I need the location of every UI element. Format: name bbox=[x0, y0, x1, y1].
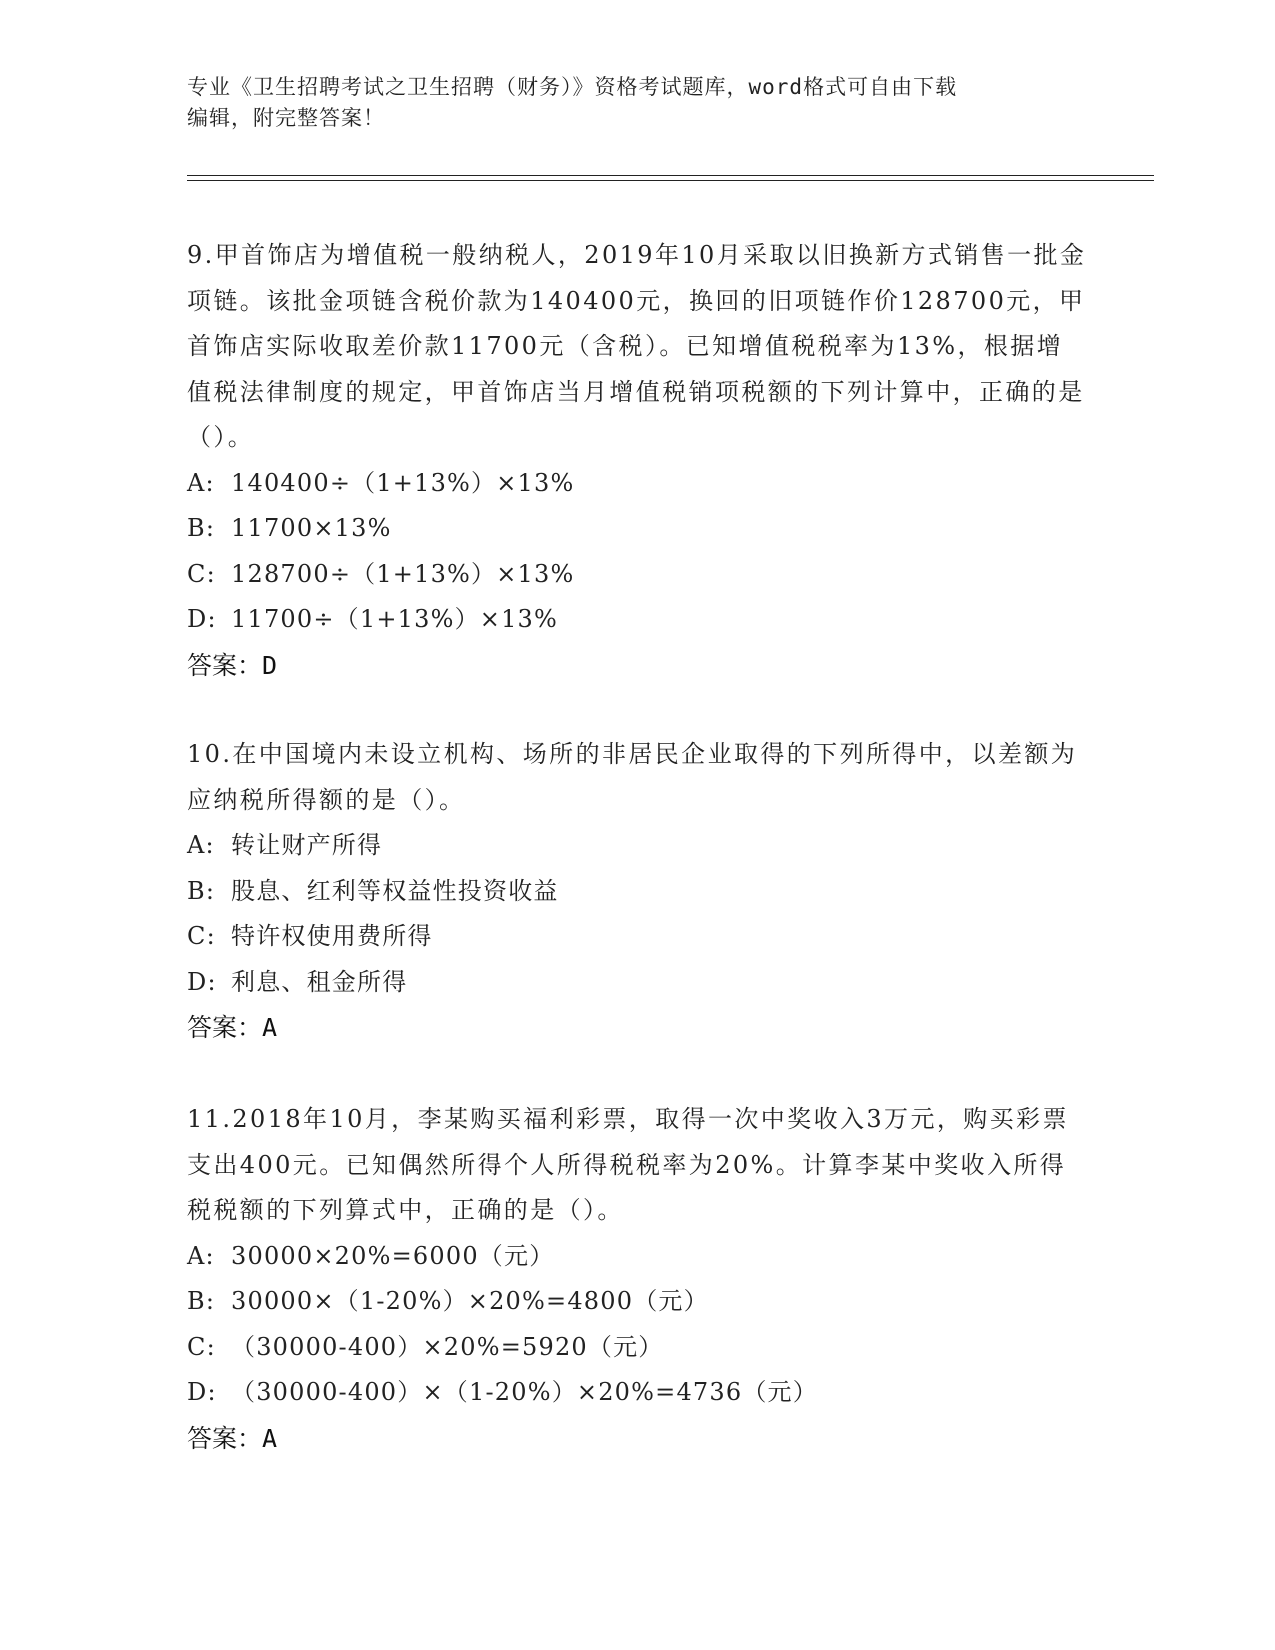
option-text: 11700÷（1+13%）×13% bbox=[231, 605, 559, 633]
header-line-1: 专业《卫生招聘考试之卫生招聘（财务）》资格考试题库，word格式可自由下载 bbox=[187, 75, 958, 99]
option-text: 股息、红利等权益性投资收益 bbox=[231, 876, 559, 905]
header-line-2: 编辑，附完整答案！ bbox=[187, 106, 385, 130]
option-b bbox=[187, 506, 1087, 552]
option-letter: A: bbox=[187, 468, 215, 497]
option-text: 128700÷（1+13%）×13% bbox=[231, 559, 575, 588]
option-letter: B: bbox=[187, 514, 216, 542]
option-text: （30000-400）×20%=5920（元） bbox=[231, 1332, 664, 1361]
option-letter: D: bbox=[187, 1378, 217, 1406]
option-letter: C: bbox=[187, 922, 216, 950]
option-a bbox=[187, 823, 1087, 869]
question-stem: 10.在中国境内未设立机构、场所的非居民企业取得的下列所得中，以差额为应纳税所得额的是（）。 bbox=[187, 740, 1078, 814]
header-divider-bottom bbox=[187, 180, 1154, 181]
option-text: 特许权使用费所得 bbox=[231, 922, 433, 950]
option-text: 140400÷（1+13%）×13% bbox=[231, 468, 575, 497]
option-a bbox=[187, 461, 1087, 507]
option-c bbox=[187, 1325, 1087, 1371]
option-b bbox=[187, 869, 1087, 915]
option-text: 11700×13% bbox=[231, 514, 392, 542]
option-letter: C: bbox=[187, 1332, 216, 1361]
question-10 bbox=[187, 732, 1087, 1051]
question-11 bbox=[187, 1097, 1087, 1462]
option-letter: D: bbox=[187, 605, 217, 633]
option-d bbox=[187, 1370, 1087, 1416]
answer-line: 答案：A bbox=[187, 1423, 278, 1453]
option-c bbox=[187, 552, 1087, 598]
question-9 bbox=[187, 233, 1087, 689]
header-divider-top bbox=[187, 175, 1154, 176]
question-stem: 9.甲首饰店为增值税一般纳税人，2019年10月采取以旧换新方式销售一批金项链。该批金项链含税价款为140400元，换回的旧项链作价128700元，甲首饰店实际收取差价款11700元（含税）。已知增值税税率为13%，根据增值税法律制度的规定，甲首饰店当月增值税销项税额的下列计算中，正确的是（）。 bbox=[187, 241, 1087, 451]
option-b bbox=[187, 1279, 1087, 1325]
answer-line: 答案：D bbox=[187, 650, 278, 680]
answer-line: 答案：A bbox=[187, 1013, 278, 1042]
question-stem: 11.2018年10月，李某购买福利彩票，取得一次中奖收入3万元，购买彩票支出400元。已知偶然所得个人所得税税率为20%。计算李某中奖收入所得税税额的下列算式中，正确的是（）。 bbox=[187, 1105, 1069, 1224]
option-text: 转让财产所得 bbox=[231, 831, 383, 859]
document-header bbox=[187, 72, 1087, 134]
option-d bbox=[187, 597, 1087, 643]
option-text: 利息、租金所得 bbox=[231, 967, 408, 996]
option-letter: C: bbox=[187, 559, 216, 588]
option-c bbox=[187, 914, 1087, 960]
option-d bbox=[187, 960, 1087, 1006]
option-text: 30000×（1-20%）×20%=4800（元） bbox=[231, 1287, 709, 1315]
option-letter: D: bbox=[187, 967, 217, 996]
option-letter: B: bbox=[187, 876, 216, 905]
option-letter: A: bbox=[187, 1241, 215, 1270]
option-letter: A: bbox=[187, 831, 215, 859]
option-a bbox=[187, 1234, 1087, 1280]
option-letter: B: bbox=[187, 1287, 216, 1315]
option-text: （30000-400）×（1-20%）×20%=4736（元） bbox=[231, 1378, 818, 1406]
option-text: 30000×20%=6000（元） bbox=[231, 1241, 555, 1270]
